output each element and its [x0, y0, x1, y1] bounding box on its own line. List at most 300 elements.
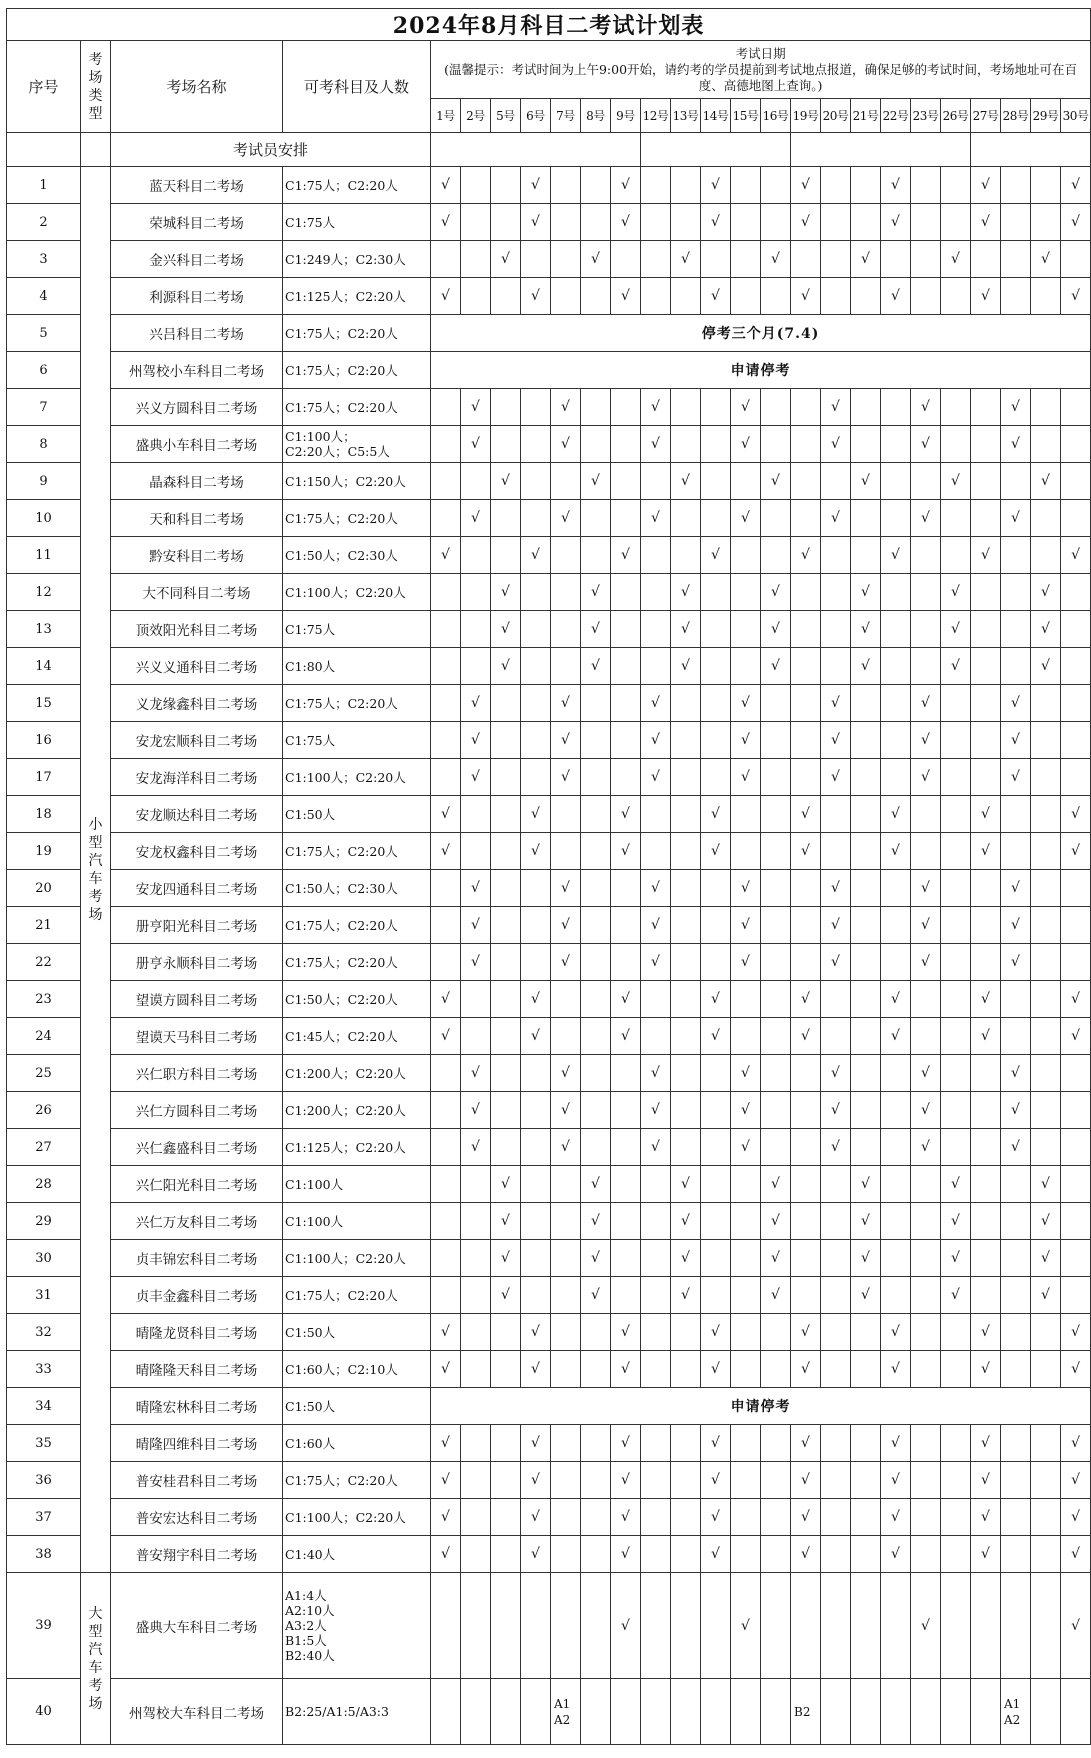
date-cell	[521, 1129, 551, 1166]
check-mark: √	[561, 510, 570, 526]
date-cell	[581, 574, 611, 611]
date-cell	[791, 1573, 821, 1679]
check-mark: √	[741, 954, 750, 970]
date-cell	[911, 1129, 941, 1166]
date-cell	[851, 1203, 881, 1240]
date-cell	[701, 1240, 731, 1277]
subjects-cell	[283, 352, 431, 389]
date-cell	[851, 1351, 881, 1388]
date-cell	[521, 389, 551, 426]
venue-type-char: 考	[88, 888, 103, 905]
date-cell	[941, 648, 971, 685]
venue-name: 兴义方圆科目二考场	[111, 389, 283, 426]
check-mark: √	[441, 1509, 450, 1525]
subject-quota: B2:25/A1:5/A3:3	[285, 1704, 389, 1719]
venue-name: 利源科目二考场	[111, 278, 283, 315]
header-seq: 序号	[7, 41, 81, 133]
date-cell	[911, 1314, 941, 1351]
date-cell	[881, 1462, 911, 1499]
subject-quota: C1:75人；C2:20人	[285, 510, 398, 526]
row-number: 8	[7, 426, 81, 463]
suspension-note: 申请停考	[431, 1388, 1091, 1425]
date-cell	[1061, 389, 1091, 426]
subjects-cell	[283, 1536, 431, 1573]
date-cell	[881, 537, 911, 574]
date-cell	[431, 1203, 461, 1240]
date-cell	[671, 1425, 701, 1462]
date-cell	[611, 1240, 641, 1277]
date-cell	[731, 204, 761, 241]
venue-name: 盛典小车科目二考场	[111, 426, 283, 463]
date-cell	[911, 1462, 941, 1499]
date-cell	[521, 796, 551, 833]
date-cell	[911, 981, 941, 1018]
check-mark: √	[501, 584, 510, 600]
date-cell	[731, 389, 761, 426]
date-cell	[491, 1462, 521, 1499]
date-cell	[911, 278, 941, 315]
date-cell	[851, 981, 881, 1018]
date-cell	[491, 1314, 521, 1351]
date-cell	[821, 278, 851, 315]
venue-type-char: 小	[88, 816, 103, 833]
date-cell	[821, 907, 851, 944]
date-cell	[881, 574, 911, 611]
date-cell	[911, 574, 941, 611]
check-mark: √	[771, 658, 780, 674]
date-cell	[581, 1425, 611, 1462]
date-cell	[551, 1018, 581, 1055]
check-mark: √	[951, 1213, 960, 1229]
date-cell	[881, 1092, 911, 1129]
date-cell	[551, 1425, 581, 1462]
date-cell	[851, 685, 881, 722]
date-cell	[941, 611, 971, 648]
check-mark: √	[741, 880, 750, 896]
date-cell	[941, 833, 971, 870]
date-cell	[461, 1679, 491, 1745]
date-cell	[1001, 833, 1031, 870]
date-cell	[611, 241, 641, 278]
check-mark: √	[801, 1435, 810, 1451]
subjects-cell	[283, 315, 431, 352]
date-cell	[491, 1092, 521, 1129]
date-cell	[611, 500, 641, 537]
date-cell	[1031, 1536, 1061, 1573]
header-type	[81, 41, 111, 133]
date-cell	[911, 796, 941, 833]
subject-quota: C1:100人；	[285, 429, 356, 444]
table-row	[7, 389, 1091, 426]
date-cell	[521, 1462, 551, 1499]
date-cell	[701, 1499, 731, 1536]
date-cell	[641, 944, 671, 981]
date-cell	[551, 1462, 581, 1499]
date-cell	[671, 1129, 701, 1166]
check-mark: √	[981, 843, 990, 859]
check-mark: √	[891, 1546, 900, 1562]
subjects-cell	[283, 685, 431, 722]
check-mark: √	[471, 880, 480, 896]
date-cell	[1061, 1499, 1091, 1536]
date-cell	[1031, 1314, 1061, 1351]
check-mark: √	[621, 177, 630, 193]
date-cell	[701, 870, 731, 907]
date-cell	[971, 796, 1001, 833]
date-cell	[431, 870, 461, 907]
check-mark: √	[471, 1065, 480, 1081]
venue-type-label	[81, 816, 110, 924]
date-header-8: 12号	[641, 99, 671, 133]
date-cell	[581, 1679, 611, 1745]
subjects-cell	[283, 907, 431, 944]
date-cell	[1031, 759, 1061, 796]
subject-quota: C1:75人；C2:20人	[285, 1287, 398, 1303]
date-cell	[611, 833, 641, 870]
date-cell	[461, 611, 491, 648]
check-mark: √	[1011, 917, 1020, 933]
date-header-13: 19号	[791, 99, 821, 133]
check-mark: √	[651, 1102, 660, 1118]
date-cell	[461, 1129, 491, 1166]
date-cell	[941, 389, 971, 426]
subject-quota: C1:40人	[285, 1546, 336, 1562]
date-cell	[1001, 1499, 1031, 1536]
date-cell	[821, 870, 851, 907]
check-mark: √	[891, 1435, 900, 1451]
subject-quota: A1:4人	[285, 1588, 327, 1603]
check-mark: √	[1071, 177, 1081, 193]
subjects-cell	[283, 574, 431, 611]
date-cell	[761, 1166, 791, 1203]
date-cell	[1061, 722, 1091, 759]
date-cell	[491, 1536, 521, 1573]
check-mark: √	[1041, 473, 1050, 489]
venue-name: 安龙四通科目二考场	[111, 870, 283, 907]
check-mark: √	[711, 1028, 720, 1044]
date-cell	[611, 611, 641, 648]
table-row	[7, 1351, 1091, 1388]
check-mark: √	[921, 695, 930, 711]
date-cell	[941, 278, 971, 315]
date-cell	[461, 1018, 491, 1055]
table-row	[7, 241, 1091, 278]
date-cell	[581, 944, 611, 981]
venue-name: 顶效阳光科目二考场	[111, 611, 283, 648]
check-mark: √	[441, 1435, 450, 1451]
date-cell	[611, 204, 641, 241]
license-class: A1	[554, 1696, 571, 1711]
date-cell	[551, 278, 581, 315]
date-cell	[761, 1240, 791, 1277]
date-cell	[701, 500, 731, 537]
date-cell	[761, 426, 791, 463]
venue-name: 金兴科目二考场	[111, 241, 283, 278]
date-cell	[821, 1314, 851, 1351]
table-row	[7, 204, 1091, 241]
table-row	[7, 1314, 1091, 1351]
date-cell	[1061, 500, 1091, 537]
date-cell	[761, 944, 791, 981]
date-header-9: 13号	[671, 99, 701, 133]
date-cell	[701, 833, 731, 870]
date-cell	[941, 1018, 971, 1055]
table-row	[7, 981, 1091, 1018]
venue-name: 册亨阳光科目二考场	[111, 907, 283, 944]
date-cell	[551, 796, 581, 833]
date-cell	[521, 833, 551, 870]
date-cell	[551, 685, 581, 722]
check-mark: √	[651, 954, 660, 970]
check-mark: √	[771, 1287, 780, 1303]
check-mark: √	[711, 214, 720, 230]
date-cell	[671, 426, 701, 463]
date-cell	[491, 463, 521, 500]
date-cell	[551, 500, 581, 537]
check-mark: √	[1071, 214, 1081, 230]
date-cell	[761, 1018, 791, 1055]
date-cell	[611, 648, 641, 685]
date-cell	[971, 1240, 1001, 1277]
venue-name: 望谟方圆科目二考场	[111, 981, 283, 1018]
date-cell	[911, 1166, 941, 1203]
date-cell	[1001, 167, 1031, 204]
date-cell	[851, 1573, 881, 1679]
date-cell	[701, 1573, 731, 1679]
date-cell	[431, 241, 461, 278]
venue-type-char: 汽	[88, 852, 103, 869]
check-mark: √	[801, 547, 810, 563]
check-mark: √	[531, 547, 540, 563]
date-cell	[491, 1018, 521, 1055]
check-mark: √	[861, 251, 870, 267]
date-cell	[1061, 1092, 1091, 1129]
check-mark: √	[441, 547, 450, 563]
date-cell	[431, 426, 461, 463]
date-cell	[431, 1499, 461, 1536]
date-cell	[641, 833, 671, 870]
date-cell	[731, 278, 761, 315]
date-cell	[851, 278, 881, 315]
check-mark: √	[921, 880, 930, 896]
check-mark: √	[741, 436, 750, 452]
check-mark: √	[801, 806, 810, 822]
date-cell	[731, 1499, 761, 1536]
check-mark: √	[501, 251, 510, 267]
venue-name: 兴仁职方科目二考场	[111, 1055, 283, 1092]
row-number: 28	[7, 1166, 81, 1203]
date-cell	[671, 278, 701, 315]
date-cell	[611, 574, 641, 611]
date-cell	[611, 981, 641, 1018]
row-number: 33	[7, 1351, 81, 1388]
date-cell	[791, 278, 821, 315]
check-mark: √	[1011, 436, 1020, 452]
header-row-1	[7, 41, 1091, 99]
date-cell	[611, 685, 641, 722]
date-cell	[521, 204, 551, 241]
date-cell	[911, 648, 941, 685]
date-cell	[821, 1536, 851, 1573]
date-cell	[731, 944, 761, 981]
check-mark: √	[981, 547, 990, 563]
date-cell	[1061, 1277, 1091, 1314]
date-cell	[731, 1679, 761, 1745]
exam-schedule-table	[6, 8, 1091, 1745]
date-cell	[611, 278, 641, 315]
examiner-label: 考试员安排	[111, 133, 431, 167]
date-cell	[761, 1499, 791, 1536]
table-row	[7, 1573, 1091, 1679]
date-cell	[551, 944, 581, 981]
date-cell	[731, 611, 761, 648]
venue-type-label	[81, 1605, 110, 1713]
check-mark: √	[711, 1361, 720, 1377]
date-cell	[491, 1679, 521, 1745]
date-cell	[971, 1536, 1001, 1573]
subjects-cell	[283, 1679, 431, 1745]
date-cell	[1061, 1055, 1091, 1092]
check-mark: √	[621, 1361, 630, 1377]
subject-quota: A2:10人	[285, 1603, 335, 1618]
date-cell	[1061, 463, 1091, 500]
subject-quota: C2:20人；C5:5人	[285, 444, 390, 459]
date-cell	[1031, 1573, 1061, 1679]
date-cell	[1061, 278, 1091, 315]
check-mark: √	[441, 177, 450, 193]
date-cell	[551, 204, 581, 241]
date-cell	[671, 759, 701, 796]
date-cell	[851, 1499, 881, 1536]
date-cell	[641, 1536, 671, 1573]
date-cell	[911, 944, 941, 981]
date-cell	[911, 1092, 941, 1129]
date-cell	[791, 241, 821, 278]
check-mark: √	[711, 806, 720, 822]
check-mark: √	[921, 1617, 930, 1634]
date-cell	[611, 1203, 641, 1240]
check-mark: √	[621, 991, 630, 1007]
date-cell	[1061, 1351, 1091, 1388]
date-cell	[701, 463, 731, 500]
subject-quota: C1:75人；C2:20人	[285, 177, 398, 193]
date-cell	[761, 1573, 791, 1679]
date-cell	[1061, 574, 1091, 611]
date-cell	[941, 1351, 971, 1388]
date-cell	[881, 722, 911, 759]
date-cell	[881, 1166, 911, 1203]
date-cell	[1001, 1679, 1031, 1745]
date-cell	[941, 1166, 971, 1203]
check-mark: √	[981, 288, 990, 304]
check-mark: √	[591, 584, 600, 600]
date-cell	[1031, 389, 1061, 426]
date-cell	[581, 463, 611, 500]
date-cell	[821, 1092, 851, 1129]
date-cell	[881, 944, 911, 981]
check-mark: √	[681, 658, 690, 674]
date-cell	[1001, 759, 1031, 796]
check-mark: √	[561, 954, 570, 970]
date-cell	[701, 1055, 731, 1092]
date-cell	[431, 1462, 461, 1499]
date-cell	[521, 870, 551, 907]
check-mark: √	[621, 547, 630, 563]
date-cell	[611, 167, 641, 204]
date-cell	[611, 1277, 641, 1314]
table-row	[7, 1166, 1091, 1203]
row-number: 13	[7, 611, 81, 648]
date-cell	[731, 1277, 761, 1314]
subject-quota: C1:200人；C2:20人	[285, 1065, 406, 1081]
date-cell	[491, 796, 521, 833]
date-cell	[611, 1055, 641, 1092]
date-cell	[641, 1499, 671, 1536]
venue-type-char: 场	[88, 1695, 103, 1712]
date-cell	[731, 1462, 761, 1499]
check-mark: √	[861, 584, 870, 600]
check-mark: √	[621, 1435, 630, 1451]
date-cell	[761, 167, 791, 204]
date-cell	[671, 907, 701, 944]
date-cell	[491, 204, 521, 241]
date-cell	[761, 981, 791, 1018]
date-cell	[851, 389, 881, 426]
subject-quota: C1:75人；C2:20人	[285, 399, 398, 415]
date-cell	[851, 1536, 881, 1573]
date-cell	[611, 944, 641, 981]
check-mark: √	[561, 769, 570, 785]
venue-name: 望谟天马科目二考场	[111, 1018, 283, 1055]
check-mark: √	[1011, 399, 1020, 415]
date-cell	[971, 167, 1001, 204]
check-mark: √	[981, 1546, 990, 1562]
date-cell	[431, 500, 461, 537]
date-cell	[851, 1092, 881, 1129]
venue-name: 兴仁鑫盛科目二考场	[111, 1129, 283, 1166]
date-cell	[1031, 463, 1061, 500]
date-header-1: 1号	[431, 99, 461, 133]
check-mark: √	[801, 1509, 810, 1525]
date-cell	[881, 759, 911, 796]
check-mark: √	[801, 1028, 810, 1044]
date-cell	[911, 204, 941, 241]
date-cell	[701, 241, 731, 278]
date-cell	[1001, 278, 1031, 315]
date-cell	[1031, 1203, 1061, 1240]
check-mark: √	[441, 991, 450, 1007]
date-cell	[911, 537, 941, 574]
check-mark: √	[771, 473, 780, 489]
check-mark: √	[951, 1176, 960, 1192]
date-cell	[671, 389, 701, 426]
check-mark: √	[531, 1509, 540, 1525]
row-number: 7	[7, 389, 81, 426]
date-cell	[851, 648, 881, 685]
license-class: B2	[794, 1704, 811, 1719]
date-cell	[1001, 907, 1031, 944]
check-mark: √	[921, 1139, 930, 1155]
date-cell	[821, 167, 851, 204]
date-cell	[431, 278, 461, 315]
date-cell	[791, 204, 821, 241]
subject-quota: C1:100人	[285, 1176, 344, 1192]
date-cell	[581, 1018, 611, 1055]
exam-date-header	[431, 41, 1091, 99]
subjects-cell	[283, 1166, 431, 1203]
date-cell	[881, 870, 911, 907]
date-cell	[461, 1573, 491, 1679]
